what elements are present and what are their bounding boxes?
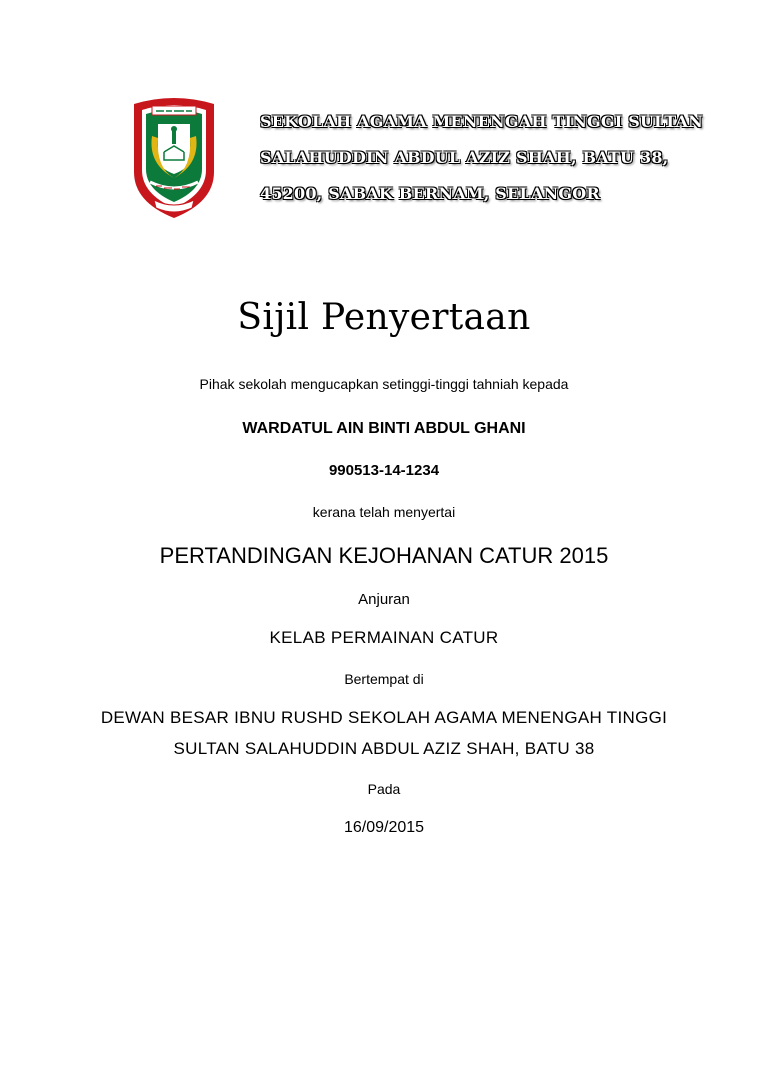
event-date: 16/09/2015 — [343, 819, 425, 836]
intro-text: Pihak sekolah mengucapkan setinggi-tinggi tahniah kepada — [199, 376, 569, 392]
school-name-line-1: SEKOLAH AGAMA MENENGAH TINGGI SULTAN — [260, 112, 703, 131]
participation-text: kerana telah menyertai — [312, 504, 456, 520]
venue-label: Bertempat di — [344, 671, 424, 687]
school-address-line-3: 45200, SABAK BERNAM, SELANGOR — [260, 184, 600, 203]
organizer-label: Anjuran — [358, 591, 410, 608]
certificate-title: Sijil Penyertaan — [237, 297, 531, 338]
organizer-name: KELAB PERMAINAN CATUR — [269, 628, 499, 647]
school-crest-icon — [128, 94, 220, 220]
recipient-name: WARDATUL AIN BINTI ABDUL GHANI — [242, 420, 526, 437]
venue-line-2: SULTAN SALAHUDDIN ABDUL AZIZ SHAH, BATU 38 — [173, 739, 595, 758]
date-label: Pada — [367, 781, 401, 797]
recipient-ic-number: 990513-14-1234 — [328, 462, 440, 479]
venue-line-1: DEWAN BESAR IBNU RUSHD SEKOLAH AGAMA MENENGAH TINGGI — [100, 708, 668, 727]
school-name-line-2: SALAHUDDIN ABDUL AZIZ SHAH, BATU 38, — [260, 148, 669, 167]
event-name: PERTANDINGAN KEJOHANAN CATUR 2015 — [159, 543, 609, 568]
school-address — [260, 104, 703, 212]
